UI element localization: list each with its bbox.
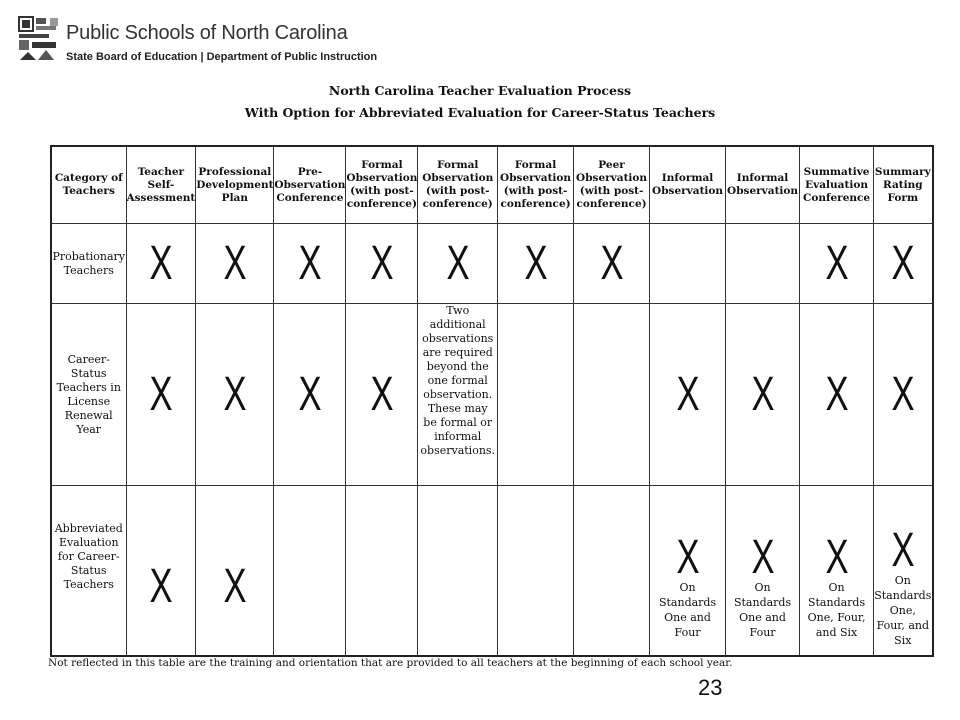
table-cell [574,224,650,304]
column-header: Summative Evaluation Conference [800,146,874,224]
table-cell [126,304,196,486]
column-header: Informal Observation [650,146,726,224]
table-cell [650,486,726,656]
check-mark: X [149,560,173,614]
check-mark: X [825,367,849,421]
table-cell [346,486,418,656]
standards-note: On Standards One and Four [658,581,717,640]
row-label: Abbreviated Evaluation for Career-Status Teachers [51,486,126,656]
dpi-logo-icon [18,16,60,62]
table-row [51,224,933,304]
column-header: Formal Observation (with post-conference) [498,146,574,224]
check-mark: X [825,531,849,585]
page-number: 23 [698,675,723,700]
standards-note: On Standards One, Four, and Six [807,581,866,640]
column-header: Pre-Observation Conference [274,146,346,224]
column-header: Informal Observation [726,146,800,224]
column-header: Formal Observation (with post-conference) [418,146,498,224]
evaluation-table [50,145,934,657]
table-cell [874,224,933,304]
table-cell [726,224,800,304]
check-mark: X [149,367,173,421]
table-footnote: Not reflected in this table are the training and orientation that are provided to all teachers at the beginning of each school year. [48,657,733,669]
check-mark: X [298,367,322,421]
table-cell [346,304,418,486]
table-cell [574,304,650,486]
table-cell [650,224,726,304]
table-cell [650,304,726,486]
table-cell [126,224,196,304]
check-mark: X [298,236,322,290]
table-cell [574,486,650,656]
check-mark: X [891,523,915,577]
table-cell [874,486,933,656]
check-mark: X [370,367,394,421]
column-header: Professional Development Plan [196,146,274,224]
check-mark: X [751,531,775,585]
document-title: North Carolina Teacher Evaluation Process [328,83,632,98]
org-name: Public Schools of North Carolina [66,22,348,44]
column-header: Category of Teachers [51,146,126,224]
table-cell [800,486,874,656]
table-cell [418,304,498,486]
check-mark: X [676,367,700,421]
table-cell [196,486,274,656]
column-header: Peer Observation (with post-conference) [574,146,650,224]
column-header: Summary Rating Form [874,146,933,224]
check-mark: X [891,367,915,421]
check-mark: X [524,236,548,290]
header-row [51,146,933,224]
check-mark: X [676,531,700,585]
check-mark: X [223,560,247,614]
check-mark: X [149,236,173,290]
column-header: Teacher Self-Assessment [126,146,196,224]
table-cell [274,486,346,656]
table-cell [126,486,196,656]
org-subtitle: State Board of Education | Department of Public Instruction [66,51,378,63]
table-row [51,486,933,656]
table-cell [196,224,274,304]
additional-observations-note: Two additional observations are required beyond the one formal observation. These may be formal or informal observations. [420,304,496,457]
table-cell [274,304,346,486]
check-mark: X [751,367,775,421]
table-cell [196,304,274,486]
standards-note: On Standards One, Four, and Six [874,573,932,647]
table-cell [498,486,574,656]
table-cell [800,224,874,304]
table-cell [498,304,574,486]
check-mark: X [891,236,915,290]
table-cell [800,304,874,486]
check-mark: X [223,236,247,290]
table-cell [346,224,418,304]
document-subtitle: With Option for Abbreviated Evaluation for Career-Status Teachers [244,105,716,120]
row-label: Probationary Teachers [51,224,126,304]
table-cell [498,224,574,304]
table-cell [726,304,800,486]
table-cell [418,486,498,656]
table-cell [274,224,346,304]
check-mark: X [600,236,624,290]
standards-note: On Standards One and Four [733,581,792,640]
check-mark: X [825,236,849,290]
check-mark: X [446,236,470,290]
table-row [51,304,933,486]
check-mark: X [370,236,394,290]
table-cell [418,224,498,304]
row-label: Career-Status Teachers in License Renewal Year [51,304,126,486]
column-header: Formal Observation (with post-conference) [346,146,418,224]
table-cell [726,486,800,656]
check-mark: X [223,367,247,421]
table-cell [874,304,933,486]
